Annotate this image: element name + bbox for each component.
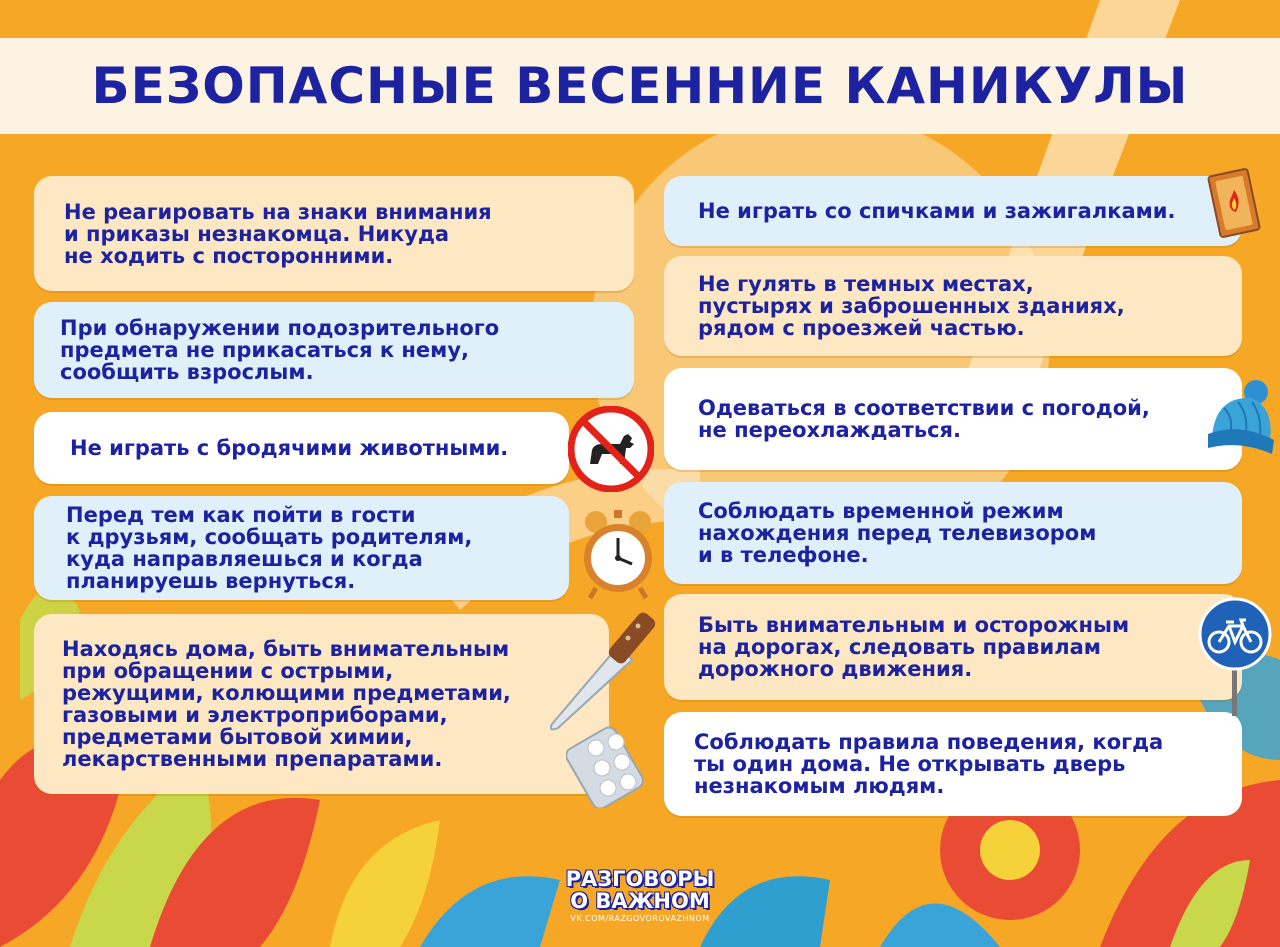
rule-card-home-safety: [34, 614, 609, 794]
logo-line-1: РАЗГОВОРЫ: [565, 867, 715, 891]
brand-logo: [562, 868, 718, 928]
rule-text: Не реагировать на знаки внимания и приказы незнакомца. Никуда не ходить с посторонними.: [64, 199, 492, 268]
rule-text: Не гулять в темных местах, пустырях и заброшенных зданиях, рядом с проезжей частью.: [698, 272, 1125, 340]
rule-card-screen-time: [664, 482, 1242, 584]
rule-card-suspicious-object: [34, 302, 634, 398]
knife-icon: [540, 604, 664, 734]
rule-card-weather-clothing: [664, 368, 1242, 470]
logo-line-2: О ВАЖНОМ: [570, 889, 710, 913]
pills-icon: [566, 722, 650, 808]
rule-card-stranger: [34, 176, 634, 291]
rule-text: Не играть с бродячими животными.: [70, 436, 509, 460]
rule-card-alone-at-home: [664, 712, 1242, 816]
alarm-clock-icon: [578, 508, 658, 600]
rule-text: Одеваться в соответствии с погодой, не переохлаждаться.: [698, 396, 1150, 442]
rule-card-dark-places: [664, 256, 1242, 356]
rule-card-stray-animals: [34, 412, 569, 484]
rule-text: Перед тем как пойти в гости к друзьям, сообщать родителям, куда направляешься и когда планируешь вернуться.: [66, 503, 473, 593]
rule-text: Соблюдать правила поведения, когда ты один дома. Не открывать дверь незнакомым людям.: [694, 730, 1164, 798]
rule-text: Быть внимательным и осторожным на дорогах, следовать правилам дорожного движения.: [698, 613, 1130, 681]
rule-text: При обнаружении подозрительного предмета не прикасаться к нему, сообщить взрослым.: [60, 316, 500, 384]
rule-text: Соблюдать временной режим нахождения перед телевизором и в телефоне.: [698, 499, 1097, 567]
rule-text: Не играть со спичками и зажигалками.: [698, 199, 1176, 223]
knit-hat-icon: [1204, 378, 1280, 458]
rule-text: Находясь дома, быть внимательным при обращении с острыми, режущими, колющими предметами, газовыми и электроприборами, предметами бытовой химии, лекарственными препаратами.: [62, 637, 511, 771]
rule-card-road-safety: [664, 594, 1242, 700]
logo-url: VK.COM/RAZGOVOROVAZHNOM: [570, 914, 710, 923]
rule-card-visiting-friends: [34, 496, 569, 600]
matchbox-icon: [1206, 166, 1262, 240]
page-title: БЕЗОПАСНЫЕ ВЕСЕННИЕ КАНИКУЛЫ: [91, 57, 1189, 115]
no-dogs-sign-icon: [568, 406, 654, 492]
bicycle-sign-icon: [1196, 596, 1274, 716]
rule-card-matches: [664, 176, 1242, 246]
